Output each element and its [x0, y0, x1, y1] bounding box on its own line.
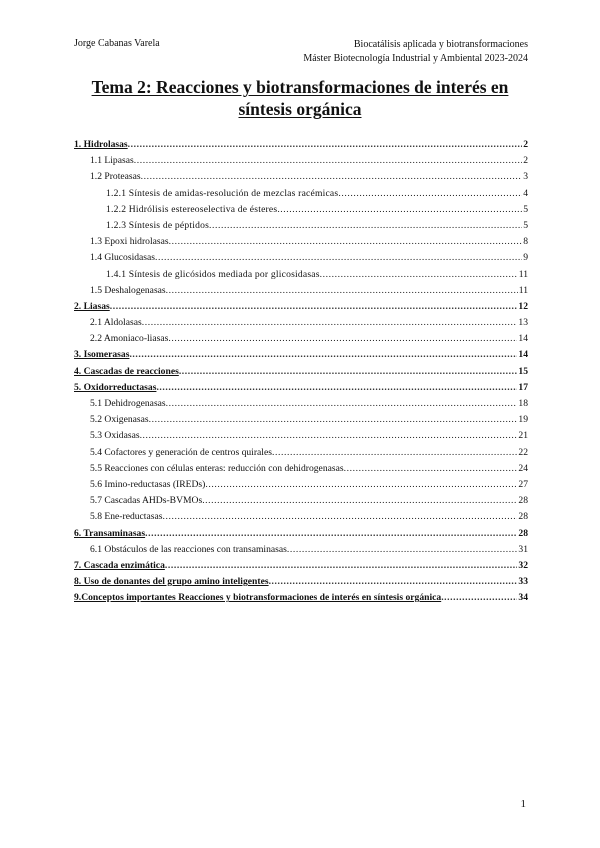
- toc-entry-5-7[interactable]: 5.7 Cascadas AHDs-BVMOs ..... 28: [74, 495, 528, 511]
- toc-entry-1-2-3[interactable]: 1.2.3 Síntesis de péptidos ..... 5: [74, 220, 528, 236]
- table-of-contents: [74, 139, 528, 608]
- toc-entry-1-2-1[interactable]: 1.2.1 Síntesis de amidas-resolución de mezclas racémicas ..... 4: [74, 188, 528, 204]
- toc-entry-5-8[interactable]: 5.8 Ene-reductasas ..... 28: [74, 511, 528, 527]
- header-right: [303, 38, 528, 66]
- toc-entry-1[interactable]: 1. Hidrolasas ..... 2: [74, 139, 528, 155]
- toc-entry-5[interactable]: 5. Oxidorreductasas ..... 17: [74, 382, 528, 398]
- toc-entry-8[interactable]: 8. Uso de donantes del grupo amino inteligentes ..... 33: [74, 576, 528, 592]
- toc-entry-2-2[interactable]: 2.2 Amoniaco-liasas ..... 14: [74, 333, 528, 349]
- toc-entry-1-4[interactable]: 1.4 Glucosidasas ..... 9: [74, 252, 528, 268]
- title-line-2: síntesis orgánica: [238, 99, 362, 119]
- toc-entry-1-5[interactable]: 1.5 Deshalogenasas ..... 11: [74, 285, 528, 301]
- toc-entry-1-2-2[interactable]: 1.2.2 Hidrólisis estereoselectiva de ésteres ..... 5: [74, 204, 528, 220]
- title-line-1: Tema 2: Reacciones y biotransformaciones de interés en: [91, 77, 509, 97]
- toc-entry-1-1[interactable]: 1.1 Lipasas ..... 2: [74, 155, 528, 171]
- toc-entry-5-5[interactable]: 5.5 Reacciones con células enteras: reducción con dehidrogenasas ..... 24: [74, 463, 528, 479]
- header-program: Máster Biotecnología Industrial y Ambiental 2023-2024: [303, 53, 528, 64]
- toc-entry-7[interactable]: 7. Cascada enzimática ..... 32: [74, 560, 528, 576]
- page-number: 1: [520, 798, 526, 810]
- toc-entry-5-4[interactable]: 5.4 Cofactores y generación de centros quirales ..... 22: [74, 447, 528, 463]
- header-course: Biocatálisis aplicada y biotransformaciones: [353, 39, 528, 50]
- page-title: [60, 76, 540, 120]
- toc-entry-2[interactable]: 2. Liasas ..... 12: [74, 301, 528, 317]
- toc-entry-3[interactable]: 3. Isomerasas ..... 14: [74, 349, 528, 365]
- toc-entry-5-6[interactable]: 5.6 Imino-reductasas (IREDs) ..... 27: [74, 479, 528, 495]
- toc-entry-6[interactable]: 6. Transaminasas ..... 28: [74, 528, 528, 544]
- toc-entry-9[interactable]: 9.Conceptos importantes Reacciones y biotransformaciones de interés en síntesis orgánica ..... 34: [74, 592, 528, 608]
- toc-entry-5-2[interactable]: 5.2 Oxigenasas ..... 19: [74, 414, 528, 430]
- toc-entry-1-2[interactable]: 1.2 Proteasas ..... 3: [74, 171, 528, 187]
- toc-entry-5-1[interactable]: 5.1 Dehidrogenasas ..... 18: [74, 398, 528, 414]
- toc-entry-2-1[interactable]: 2.1 Aldolasas ..... 13: [74, 317, 528, 333]
- toc-entry-6-1[interactable]: 6.1 Obstáculos de las reacciones con transaminasas ..... 31: [74, 544, 528, 560]
- toc-entry-4[interactable]: 4. Cascadas de reacciones ..... 15: [74, 366, 528, 382]
- toc-entry-1-4-1[interactable]: 1.4.1 Síntesis de glicósidos mediada por glicosidasas ..... 11: [74, 269, 528, 285]
- toc-entry-1-3[interactable]: 1.3 Epoxi hidrolasas ..... 8: [74, 236, 528, 252]
- header-author: Jorge Cabanas Varela: [74, 38, 160, 49]
- toc-entry-5-3[interactable]: 5.3 Oxidasas ..... 21: [74, 430, 528, 446]
